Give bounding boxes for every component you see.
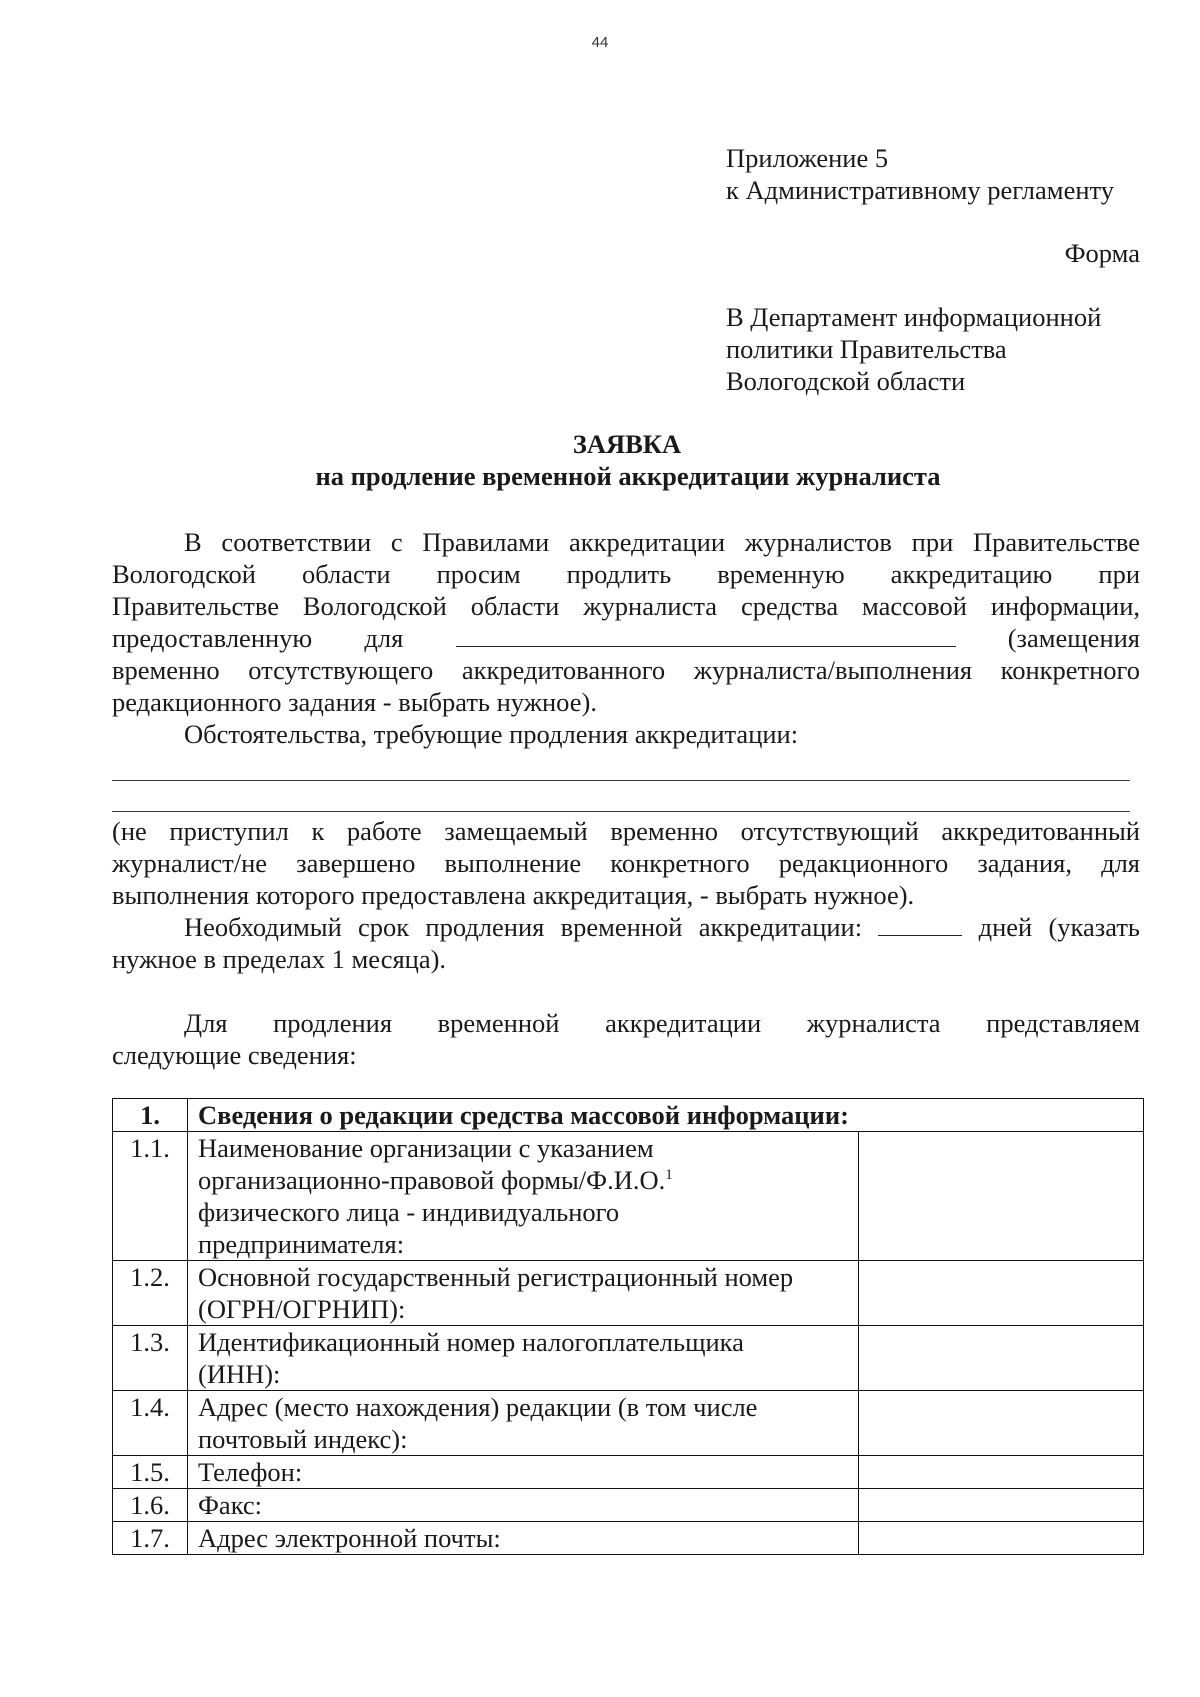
cell-line: Идентификационный номер налогоплательщика	[198, 1327, 744, 1357]
form-label: Форма	[1064, 238, 1140, 268]
annex-line: к Административному регламенту	[726, 175, 1114, 205]
table-cell-value[interactable]	[859, 1522, 1144, 1555]
page-number: 44	[591, 34, 609, 51]
table-cell-label	[188, 1391, 859, 1456]
table-row	[113, 1456, 1144, 1489]
document-subtitle: на продление временной аккредитации журналиста	[315, 461, 941, 491]
text-line: журналист/не завершено выполнение конкретного редакционного задания, для	[112, 848, 1140, 878]
addressee-block	[726, 301, 1166, 397]
text-line: (не приступил к работе замещаемый временно отсутствующий аккредитованный	[112, 816, 1140, 846]
text-fragment: дней (указать	[978, 912, 1140, 942]
blank-field-days[interactable]	[878, 935, 962, 936]
table-cell-value[interactable]	[859, 1391, 1144, 1456]
cell-line: Адрес (место нахождения) редакции (в том числе	[198, 1392, 758, 1422]
table-cell-label: Адрес электронной почты:	[188, 1522, 859, 1555]
text-line: выполнения которого предоставлена аккредитация, - выбрать нужное).	[112, 880, 915, 910]
annex-block	[726, 142, 1166, 206]
blank-line-circumstances-1[interactable]	[112, 780, 1130, 781]
table-header-text: Сведения о редакции средства массовой информации:	[188, 1099, 1144, 1132]
text-line: редакционного задания - выбрать нужное).	[112, 687, 597, 717]
text-line: Обстоятельства, требующие продления аккредитации:	[184, 719, 799, 749]
text-line: Для продления временной аккредитации журналиста представляем	[184, 1008, 1140, 1038]
table-cell-num: 1.6.	[113, 1489, 188, 1522]
table-cell-num: 1.	[113, 1099, 188, 1132]
table-cell-value[interactable]	[859, 1456, 1144, 1489]
addressee-line: Вологодской области	[726, 366, 966, 396]
addressee-line: В Департамент информационной	[726, 302, 1102, 332]
table-row	[113, 1489, 1144, 1522]
text-line	[112, 911, 1140, 943]
editorial-info-table	[112, 1098, 1144, 1555]
blank-field-org[interactable]	[456, 646, 956, 647]
table-row	[113, 1326, 1144, 1391]
table-cell-value[interactable]	[859, 1261, 1144, 1326]
table-cell-num: 1.3.	[113, 1326, 188, 1391]
blank-line-circumstances-2[interactable]	[112, 811, 1130, 812]
table-cell-num: 1.5.	[113, 1456, 188, 1489]
circumstances-label	[112, 718, 1140, 750]
text-line: следующие сведения:	[112, 1040, 357, 1070]
table-row	[113, 1132, 1144, 1261]
cell-line: физического лица - индивидуального	[198, 1197, 620, 1227]
addressee-line: политики Правительства	[726, 334, 1007, 364]
cell-fragment: организационно-правовой формы/Ф.И.О.	[198, 1165, 666, 1195]
text-line: Вологодской области просим продлить временную аккредитацию при	[112, 559, 1140, 589]
paragraph-info	[112, 1007, 1140, 1071]
cell-line: (ОГРН/ОГРНИП):	[198, 1294, 406, 1324]
cell-line: Основной государственный регистрационный номер	[198, 1262, 794, 1292]
table-cell-label: Телефон:	[188, 1456, 859, 1489]
cell-line: почтовый индекс):	[198, 1424, 408, 1454]
text-line: временно отсутствующего аккредитованного журналиста/выполнения конкретного	[112, 655, 1140, 685]
table-cell-label: Факс:	[188, 1489, 859, 1522]
table-row	[113, 1391, 1144, 1456]
cell-line	[198, 1164, 848, 1196]
footnote-mark: 1	[665, 1167, 673, 1184]
table-cell-value[interactable]	[859, 1326, 1144, 1391]
cell-line: предпринимателя:	[198, 1229, 405, 1259]
table-cell-value[interactable]	[859, 1489, 1144, 1522]
document-title: ЗАЯВКА	[572, 429, 682, 459]
table-row	[113, 1522, 1144, 1555]
text-line: Правительстве Вологодской области журналиста средства массовой информации,	[112, 591, 1140, 621]
table-cell-value[interactable]	[859, 1132, 1144, 1261]
annex-line: Приложение 5	[726, 143, 889, 173]
text-fragment: Необходимый срок продления временной аккредитации:	[184, 912, 863, 942]
text-line	[112, 622, 1140, 654]
cell-line: Наименование организации с указанием	[198, 1133, 654, 1163]
text-line: нужное в пределах 1 месяца).	[112, 944, 447, 974]
table-header-row	[113, 1099, 1144, 1132]
table-cell-label	[188, 1326, 859, 1391]
table-cell-num: 1.1.	[113, 1132, 188, 1261]
paragraph-reason	[112, 815, 1140, 911]
table-cell-num: 1.2.	[113, 1261, 188, 1326]
table-row	[113, 1261, 1144, 1326]
paragraph-term	[112, 911, 1140, 975]
text-fragment: предоставленную для	[112, 623, 404, 653]
paragraph-request	[112, 526, 1140, 718]
cell-line: (ИНН):	[198, 1359, 281, 1389]
text-fragment: (замещения	[1007, 623, 1140, 653]
table-cell-num: 1.4.	[113, 1391, 188, 1456]
table-cell-label	[188, 1261, 859, 1326]
text-line: В соответствии с Правилами аккредитации журналистов при Правительстве	[184, 527, 1140, 557]
table-cell-label	[188, 1132, 859, 1261]
table-cell-num: 1.7.	[113, 1522, 188, 1555]
